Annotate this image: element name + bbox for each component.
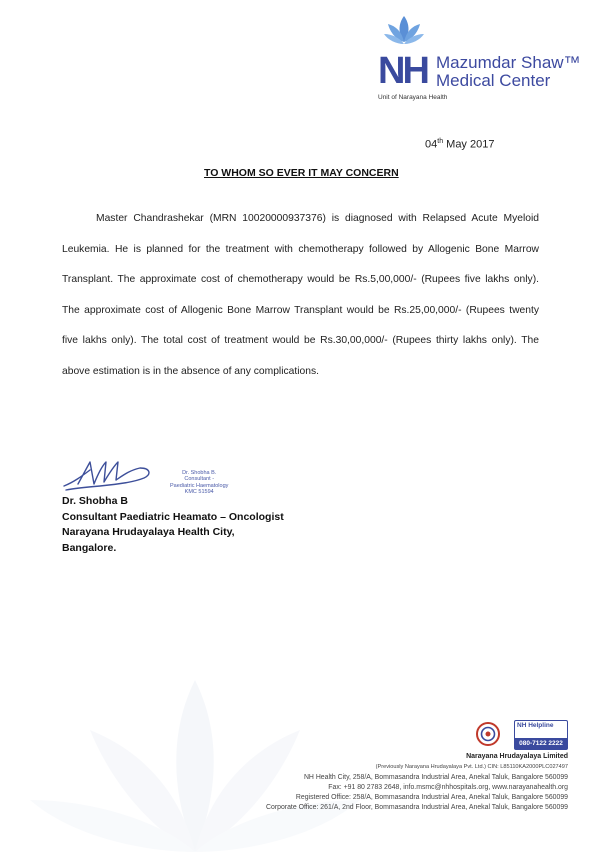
hospital-logo	[376, 14, 581, 101]
footer-company: Narayana Hrudayalaya Limited	[466, 753, 568, 760]
footer-corporate-office: Corporate Office: 261/A, 2nd Floor, Bommasandra Industrial Area, Anekal Taluk, Bangalore 560099	[266, 804, 568, 812]
signatory-city: Bangalore.	[62, 541, 117, 554]
stamp-line2: Consultant -	[184, 476, 215, 483]
footer-health-city: NH Health City, 258/A, Bommasandra Industrial Area, Anekal Taluk, Bangalore 560099	[303, 773, 568, 781]
stamp-line1: Dr. Shobha B.	[182, 470, 217, 476]
brand-unit-line: Unit of Narayana Health	[378, 94, 448, 101]
signatory-title: Consultant Paediatric Heamato – Oncologist	[62, 510, 284, 523]
accreditation-seal-icon	[476, 722, 500, 746]
footer-logos	[476, 720, 568, 750]
helpline-badge	[514, 720, 568, 750]
signatory-block	[62, 494, 284, 556]
nh-logo-mark: NH	[378, 50, 427, 92]
brand-name-line1: Mazumdar Shaw™	[436, 53, 581, 72]
stamp-line3: Paediatric Haematology	[170, 482, 229, 489]
stamp-line4: KMC 51594	[184, 489, 214, 496]
footer-contact: Fax: +91 80 2783 2648, info.msmc@nhhospitals.org, www.narayanahealth.org	[328, 783, 568, 791]
lotus-icon	[384, 14, 424, 48]
letter-heading: TO WHOM SO EVER IT MAY CONCERN	[204, 167, 399, 179]
signatory-name: Dr. Shobha B	[62, 495, 128, 507]
letter-body: Master Chandrashekar (MRN 10020000937376) is diagnosed with Relapsed Acute Myeloid Leukemia. He is planned for the treatment with chemotherapy followed by Allogenic Bone Marrow Transplant. The approximate cost of chemotherapy would be Rs.5,00,000/- (Rupees five lakhs only). The approximate cost of Allogenic Bone Marrow Transplant would be Rs.25,00,000/- (Rupees twenty five lakhs only). The total cost of treatment would be Rs.30,00,000/- (Rupees thirty lakhs only). The above estimation is in the absence of any complications.	[62, 213, 539, 377]
date-month-year: May 2017	[443, 138, 495, 151]
doctor-stamp	[170, 470, 228, 496]
brand-name-line2: Medical Center	[436, 71, 551, 90]
footer-address	[266, 752, 568, 814]
signature-scribble	[60, 456, 156, 496]
helpline-number: 080-7122 2222	[515, 738, 567, 749]
date-day: 04	[425, 138, 438, 151]
letter-date	[425, 138, 494, 151]
footer-cin: (Previously Narayana Hrudayalaya Pvt. Ltd.) CIN: L85110KA2000PLC027497	[375, 764, 568, 771]
signatory-org: Narayana Hrudayalaya Health City,	[62, 526, 235, 539]
helpline-label: NH Helpline	[517, 722, 554, 729]
footer-registered-office: Registered Office: 258/A, Bommasandra Industrial Area, Anekal Taluk, Bangalore 560099	[295, 794, 568, 802]
date-suffix: th	[437, 138, 444, 145]
